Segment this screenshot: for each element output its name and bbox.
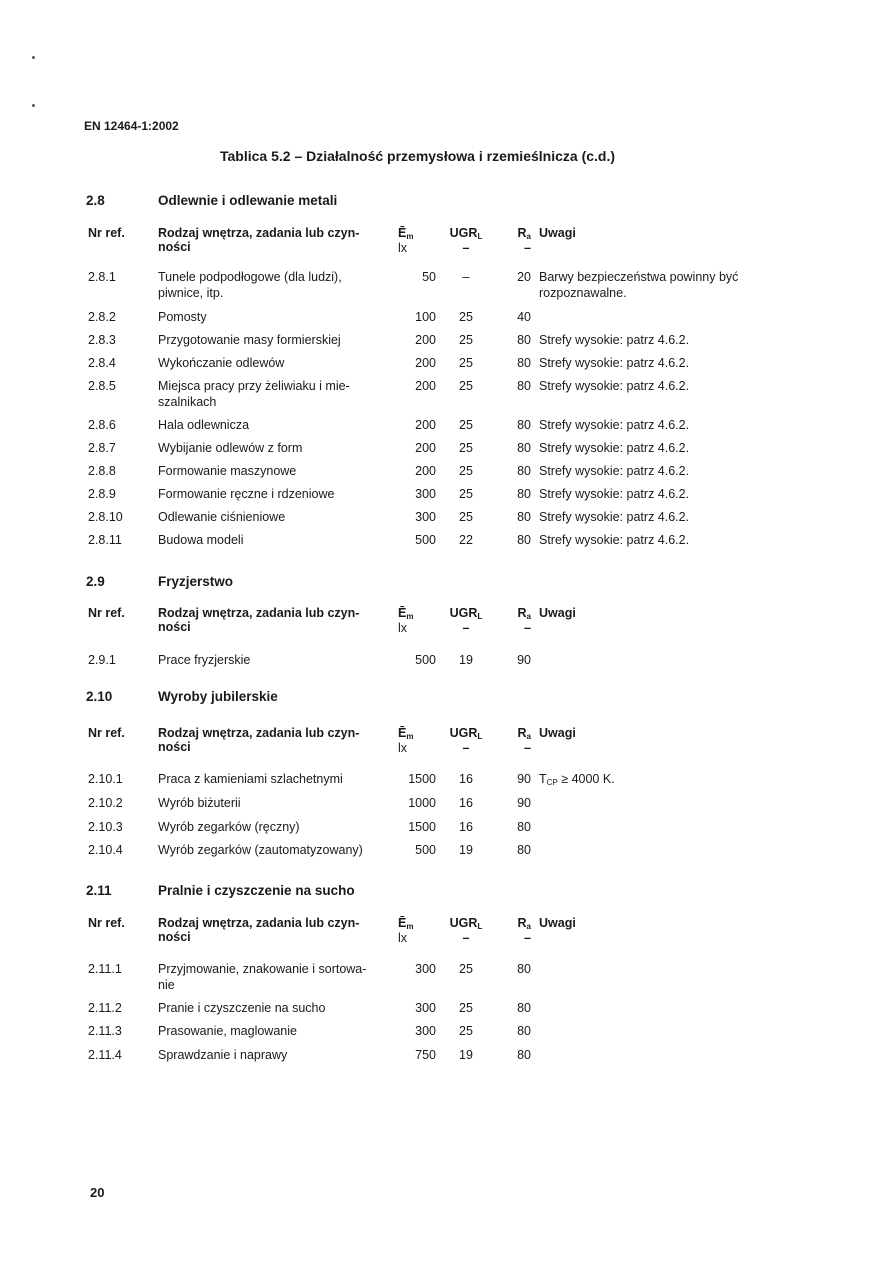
- section-number: 2.9: [86, 574, 105, 589]
- row-ra: 90: [517, 796, 531, 810]
- row-em: 500: [415, 653, 436, 667]
- section-title: Fryzjerstwo: [158, 574, 234, 589]
- table-title: [220, 148, 615, 164]
- row-em: 100: [415, 310, 436, 324]
- header-uwagi: Uwagi: [539, 916, 576, 930]
- header-ra-symbol-subscript: a: [526, 612, 531, 621]
- row-ra: 80: [517, 962, 531, 976]
- row-ugr: 19: [459, 843, 473, 857]
- row-ugr: 25: [459, 310, 473, 324]
- row-ra: 80: [517, 418, 531, 432]
- row-ra: 80: [517, 356, 531, 370]
- row-em: 300: [415, 1001, 436, 1015]
- header-ugr-symbol: $UGR_L$: [449, 226, 483, 241]
- header-dash: –: [462, 931, 470, 945]
- uwagi-subscript: CP: [546, 778, 558, 787]
- row-uwagi: Strefy wysokie: patrz 4.6.2.: [539, 418, 690, 432]
- header-ra: [496, 226, 531, 255]
- header-ugr-symbol: $UGR_L$: [449, 606, 483, 621]
- header-dash: –: [462, 241, 470, 255]
- header-em-unit: lx: [398, 621, 408, 635]
- row-ra: 80: [517, 1001, 531, 1015]
- scan-speck: [32, 56, 35, 59]
- header-dash: –: [524, 241, 531, 255]
- header-description: Rodzaj wnętrza, zadania lub czyn- ności: [158, 226, 360, 254]
- header-em-unit: lx: [398, 741, 408, 755]
- row-ra: 80: [517, 510, 531, 524]
- header-ugr: [436, 726, 496, 755]
- row-em: 200: [415, 356, 436, 370]
- row-uwagi: $T_{CP} \ge 4000$ K.: [539, 772, 615, 787]
- row-description: Budowa modeli: [158, 533, 244, 547]
- row-ugr: 16: [459, 820, 473, 834]
- header-ugr: [436, 916, 496, 945]
- header-description: Rodzaj wnętrza, zadania lub czyn- ności: [158, 606, 360, 634]
- header-em-symbol: $Ē_m$: [398, 226, 414, 241]
- row-ugr: 19: [459, 653, 473, 667]
- row-em: 1000: [408, 796, 436, 810]
- row-ref: 2.11.1: [88, 962, 122, 976]
- header-ra-symbol: $R_a$: [517, 726, 531, 741]
- row-ra: 80: [517, 1048, 531, 1062]
- row-ref: 2.8.11: [88, 533, 122, 547]
- header-dash: –: [524, 931, 531, 945]
- row-ra: 20: [517, 270, 531, 284]
- row-ugr: 25: [459, 356, 473, 370]
- row-uwagi: Strefy wysokie: patrz 4.6.2.: [539, 533, 690, 547]
- row-ref: 2.8.5: [88, 379, 116, 393]
- header-ra: [496, 606, 531, 635]
- row-ugr: 25: [459, 1024, 473, 1038]
- row-ra: 80: [517, 533, 531, 547]
- row-description: Sprawdzanie i naprawy: [158, 1048, 288, 1062]
- section-title: Wyroby jubilerskie: [158, 689, 278, 704]
- page-number: 20: [90, 1185, 105, 1200]
- row-ref: 2.10.1: [88, 772, 123, 786]
- header-ref: Nr ref.: [88, 226, 125, 240]
- row-ra: 80: [517, 333, 531, 347]
- row-uwagi: Strefy wysokie: patrz 4.6.2.: [539, 464, 690, 478]
- header-em-symbol: $Ē_m$: [398, 606, 414, 621]
- header-ugr-symbol: $UGR_L$: [449, 916, 483, 931]
- row-ref: 2.8.2: [88, 310, 116, 324]
- header-dash: –: [524, 741, 531, 755]
- header-em-symbol-subscript: m: [406, 612, 414, 621]
- header-em-symbol-subscript: m: [406, 732, 414, 741]
- header-ugr-symbol-subscript: L: [477, 922, 483, 931]
- row-ref: 2.8.1: [88, 270, 116, 284]
- header-ref: Nr ref.: [88, 606, 125, 620]
- row-ugr: 25: [459, 441, 473, 455]
- header-ugr: [436, 606, 496, 635]
- row-ra: 80: [517, 820, 531, 834]
- header-ra-symbol: $R_a$: [517, 606, 531, 621]
- row-description: Wybijanie odlewów z form: [158, 441, 303, 455]
- row-ref: 2.11.2: [88, 1001, 122, 1015]
- row-ugr: 16: [459, 796, 473, 810]
- row-ref: 2.8.9: [88, 487, 116, 501]
- header-ra: [496, 916, 531, 945]
- header-em-symbol: $Ē_m$: [398, 916, 414, 931]
- document-id: EN 12464-1:2002: [84, 119, 179, 133]
- row-ref: 2.10.3: [88, 820, 123, 834]
- row-ref: 2.9.1: [88, 653, 116, 667]
- row-ugr: 25: [459, 333, 473, 347]
- row-em: 300: [415, 510, 436, 524]
- row-em: 300: [415, 487, 436, 501]
- row-em: 50: [422, 270, 436, 284]
- row-ra: 90: [517, 653, 531, 667]
- row-em: 200: [415, 379, 436, 393]
- row-description: Wykończanie odlewów: [158, 356, 285, 370]
- header-em-symbol-subscript: m: [406, 922, 414, 931]
- row-ra: 80: [517, 487, 531, 501]
- header-dash: –: [462, 741, 470, 755]
- row-ra: 40: [517, 310, 531, 324]
- row-description: Przygotowanie masy formierskiej: [158, 333, 341, 347]
- row-description: Tunele podpodłogowe (dla ludzi), piwnice, itp.: [158, 270, 342, 300]
- row-ra: 80: [517, 843, 531, 857]
- row-uwagi: Strefy wysokie: patrz 4.6.2.: [539, 356, 690, 370]
- row-description: Odlewanie ciśnieniowe: [158, 510, 286, 524]
- header-em-symbol: $Ē_m$: [398, 726, 414, 741]
- row-ref: 2.11.4: [88, 1048, 122, 1062]
- section-title: Odlewnie i odlewanie metali: [158, 193, 338, 208]
- header-ugr-symbol-subscript: L: [477, 732, 483, 741]
- row-ref: 2.11.3: [88, 1024, 122, 1038]
- row-description: Wyrób biżuterii: [158, 796, 241, 810]
- row-description: Hala odlewnicza: [158, 418, 250, 432]
- row-uwagi: Strefy wysokie: patrz 4.6.2.: [539, 510, 690, 524]
- row-em: 1500: [408, 820, 436, 834]
- row-description: Praca z kamieniami szlachetnymi: [158, 772, 343, 786]
- row-description: Pomosty: [158, 310, 207, 324]
- header-ra-symbol-subscript: a: [526, 232, 531, 241]
- row-em: 200: [415, 441, 436, 455]
- row-description: Wyrób zegarków (ręczny): [158, 820, 300, 834]
- row-em: 200: [415, 418, 436, 432]
- section-number: 2.8: [86, 193, 105, 208]
- header-em-unit: lx: [398, 241, 408, 255]
- header-ra: [496, 726, 531, 755]
- header-ugr-symbol-subscript: L: [477, 612, 483, 621]
- row-ref: 2.8.3: [88, 333, 116, 347]
- header-dash: –: [462, 621, 470, 635]
- row-uwagi: Strefy wysokie: patrz 4.6.2.: [539, 441, 690, 455]
- row-description: Wyrób zegarków (zautomatyzowany): [158, 843, 363, 857]
- row-description: Prace fryzjerskie: [158, 653, 251, 667]
- row-ref: 2.8.10: [88, 510, 123, 524]
- row-uwagi: Strefy wysokie: patrz 4.6.2.: [539, 379, 690, 393]
- section-title: Pralnie i czyszczenie na sucho: [158, 883, 355, 898]
- row-ra: 90: [517, 772, 531, 786]
- row-em: 1500: [408, 772, 436, 786]
- header-ra-symbol-subscript: a: [526, 732, 531, 741]
- header-ra-symbol-subscript: a: [526, 922, 531, 931]
- row-ugr: –: [462, 270, 470, 284]
- row-em: 200: [415, 464, 436, 478]
- header-ugr-symbol-subscript: L: [477, 232, 483, 241]
- row-ugr: 25: [459, 379, 473, 393]
- header-uwagi: Uwagi: [539, 226, 576, 240]
- row-ugr: 25: [459, 464, 473, 478]
- header-ugr: [436, 226, 496, 255]
- header-ref: Nr ref.: [88, 916, 125, 930]
- row-em: 500: [415, 843, 436, 857]
- row-ugr: 25: [459, 487, 473, 501]
- header-description: Rodzaj wnętrza, zadania lub czyn- ności: [158, 916, 360, 944]
- row-uwagi: Strefy wysokie: patrz 4.6.2.: [539, 333, 690, 347]
- header-uwagi: Uwagi: [539, 726, 576, 740]
- header-uwagi: Uwagi: [539, 606, 576, 620]
- row-ra: 80: [517, 1024, 531, 1038]
- row-ref: 2.8.8: [88, 464, 116, 478]
- row-ref: 2.10.2: [88, 796, 123, 810]
- header-em-symbol-subscript: m: [406, 232, 414, 241]
- row-ugr: 25: [459, 418, 473, 432]
- row-uwagi: Barwy bezpieczeństwa powinny być rozpoznawalne.: [539, 270, 739, 300]
- header-ra-symbol: $R_a$: [517, 226, 531, 241]
- row-ugr: 16: [459, 772, 473, 786]
- section-number: 2.11: [86, 883, 112, 898]
- row-ugr: 25: [459, 1001, 473, 1015]
- row-ref: 2.8.7: [88, 441, 116, 455]
- header-dash: –: [524, 621, 531, 635]
- row-ra: 80: [517, 441, 531, 455]
- row-em: 500: [415, 533, 436, 547]
- row-description: Formowanie ręczne i rdzeniowe: [158, 487, 335, 501]
- scan-speck: [32, 104, 35, 107]
- row-uwagi: Strefy wysokie: patrz 4.6.2.: [539, 487, 690, 501]
- row-description: Przyjmowanie, znakowanie i sortowa- nie: [158, 962, 367, 992]
- section-number: 2.10: [86, 689, 113, 704]
- row-ugr: 25: [459, 510, 473, 524]
- row-ugr: 22: [459, 533, 473, 547]
- row-ra: 80: [517, 464, 531, 478]
- header-description: Rodzaj wnętrza, zadania lub czyn- ności: [158, 726, 360, 754]
- row-em: 750: [415, 1048, 436, 1062]
- row-description: Formowanie maszynowe: [158, 464, 297, 478]
- header-em-unit: lx: [398, 931, 408, 945]
- header-ra-symbol: $R_a$: [517, 916, 531, 931]
- row-description: Prasowanie, maglowanie: [158, 1024, 297, 1038]
- row-ref: 2.10.4: [88, 843, 123, 857]
- row-em: 200: [415, 333, 436, 347]
- table-title-text: Tablica 5.2 – Działalność przemysłowa i rzemieślnicza (c.d.): [220, 148, 616, 164]
- row-description: Miejsca pracy przy żeliwiaku i mie- szalnikach: [158, 379, 350, 409]
- header-ugr-symbol: $UGR_L$: [449, 726, 483, 741]
- row-ugr: 25: [459, 962, 473, 976]
- row-em: 300: [415, 1024, 436, 1038]
- row-ra: 80: [517, 379, 531, 393]
- header-ref: Nr ref.: [88, 726, 125, 740]
- row-ref: 2.8.4: [88, 356, 116, 370]
- row-ref: 2.8.6: [88, 418, 116, 432]
- row-em: 300: [415, 962, 436, 976]
- row-ugr: 19: [459, 1048, 473, 1062]
- row-description: Pranie i czyszczenie na sucho: [158, 1001, 326, 1015]
